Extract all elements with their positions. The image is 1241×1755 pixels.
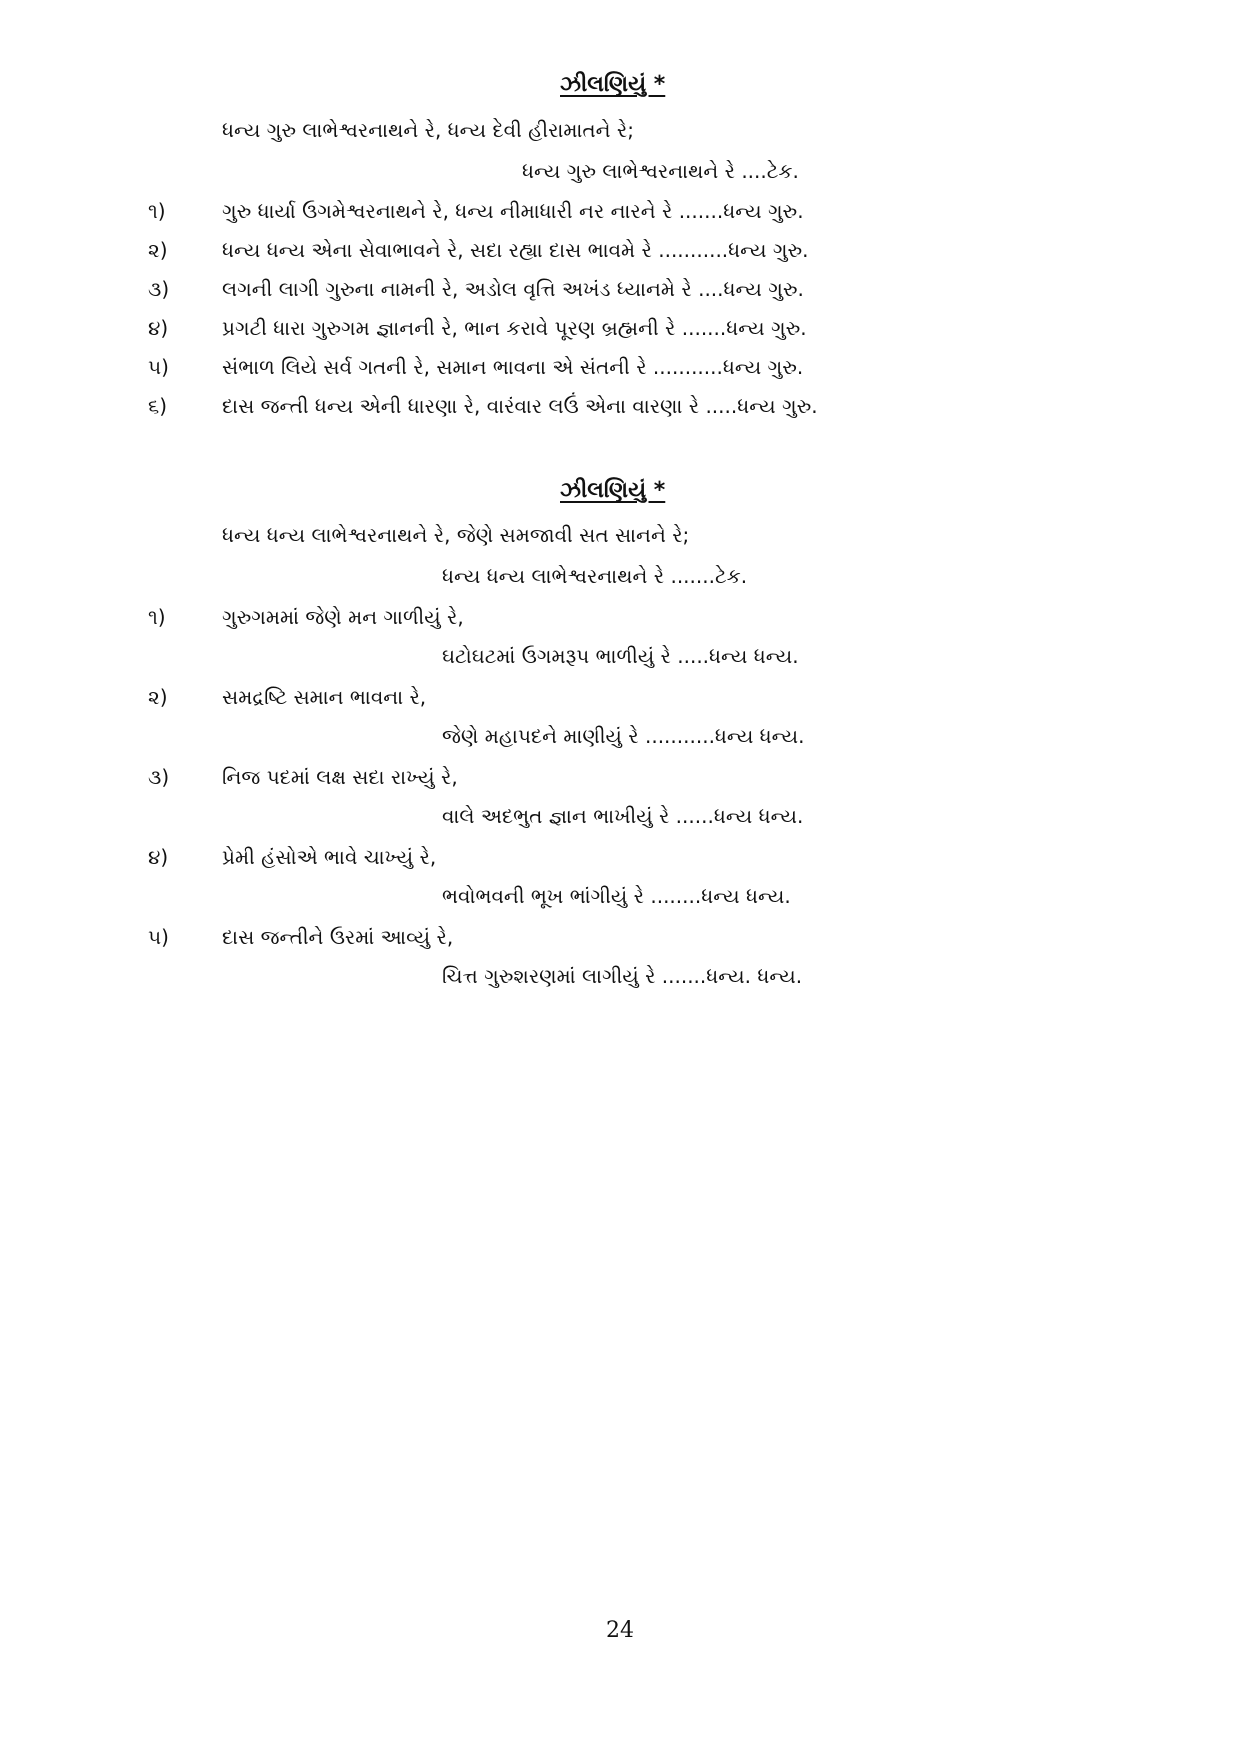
song1-refrain-line-2: ધન્ય ગુરુ લાભેશ્વરનાથને રે ....ટેક.	[522, 159, 799, 183]
song1-verse-number: ૬)	[148, 394, 168, 418]
song2-verse-line-1: ગુરુગમમાં જેણે મન ગાળીયું રે,	[222, 605, 464, 629]
song2-verse-line-2: વાલે અદભુત જ્ઞાન ભાખીયું રે ......ધન્ય ધન્ય.	[442, 804, 804, 828]
song1-title: ઝીલણિયું *	[560, 72, 666, 97]
song2-verse-line-1: દાસ જન્તીને ઉરમાં આવ્યું રે,	[222, 925, 454, 949]
song2-verse-line-1: પ્રેમી હંસોએ ભાવે ચાખ્યું રે,	[222, 845, 437, 869]
song2-verse-line-2: ઘટોઘટમાં ઉગમરૂપ ભાળીયું રે .....ધન્ય ધન્ય.	[442, 644, 799, 668]
song1-verse-text: લગની લાગી ગુરુના નામની રે, અડોલ વૃત્તિ અખંડ ધ્યાનમે રે ....ધન્ય ગુરુ.	[222, 277, 804, 301]
song2-verse-line-2: ભવોભવની ભૂખ ભાંગીયું રે ........ધન્ય ધન્ય.	[442, 884, 791, 908]
song2-verse-number: ૧)	[148, 605, 166, 629]
song2-verse-line-1: નિજ પદમાં લક્ષ સદા રાખ્યું રે,	[222, 765, 458, 789]
song1-verse-number: ૩)	[148, 277, 170, 301]
song2-verse-number: ૩)	[148, 765, 170, 789]
song2-verse-line-1: સમદ્રષ્ટિ સમાન ભાવના રે,	[222, 685, 427, 709]
song2-verse-number: ૨)	[148, 685, 168, 709]
song1-verse-text: દાસ જન્તી ધન્ય એની ધારણા રે, વારંવાર લઉં એના વારણા રે .....ધન્ય ગુરુ.	[222, 394, 818, 418]
song2-refrain-line-2: ધન્ય ધન્ય લાભેશ્વરનાથને રે .......ટેક.	[442, 564, 748, 588]
page-number: 24	[606, 1618, 634, 1643]
song1-verse-text: પ્રગટી ધારા ગુરુગમ જ્ઞાનની રે, ભાન કરાવે પૂરણ બ્રહ્મની રે .......ધન્ય ગુરુ.	[222, 316, 807, 340]
song1-refrain-line-1: ધન્ય ગુરુ લાભેશ્વરનાથને રે, ધન્ય દેવી હીરામાતને રે;	[222, 118, 634, 142]
song1-verse-number: ૧)	[148, 199, 166, 223]
song2-verse-line-2: ચિત્ત ગુરુશરણમાં લાગીયું રે .......ધન્ય. ધન્ય.	[442, 964, 803, 988]
song1-verse-text: સંભાળ લિયે સર્વ ગતની રે, સમાન ભાવના એ સંતની રે ...........ધન્ય ગુરુ.	[222, 355, 804, 379]
song1-verse-number: ૨)	[148, 238, 168, 262]
song2-refrain-line-1: ધન્ય ધન્ય લાભેશ્વરનાથને રે, જેણે સમજાવી સત સાનને રે;	[222, 523, 690, 547]
song2-title: ઝીલણિયું *	[560, 478, 666, 503]
song1-verse-text: ગુરુ ધાર્યા ઉગમેશ્વરનાથને રે, ધન્ય નીમાધારી નર નારને રે .......ધન્ય ગુરુ.	[222, 199, 804, 223]
song2-verse-number: ૪)	[148, 845, 169, 869]
song2-verse-number: ૫)	[148, 925, 169, 949]
song1-verse-text: ધન્ય ધન્ય એના સેવાભાવને રે, સદા રહ્યા દાસ ભાવમે રે ...........ધન્ય ગુરુ.	[222, 238, 809, 262]
song1-verse-number: ૪)	[148, 316, 169, 340]
song1-verse-number: ૫)	[148, 355, 169, 379]
song2-verse-line-2: જેણે મહાપદને માણીયું રે ...........ધન્ય ધન્ય.	[442, 724, 805, 748]
